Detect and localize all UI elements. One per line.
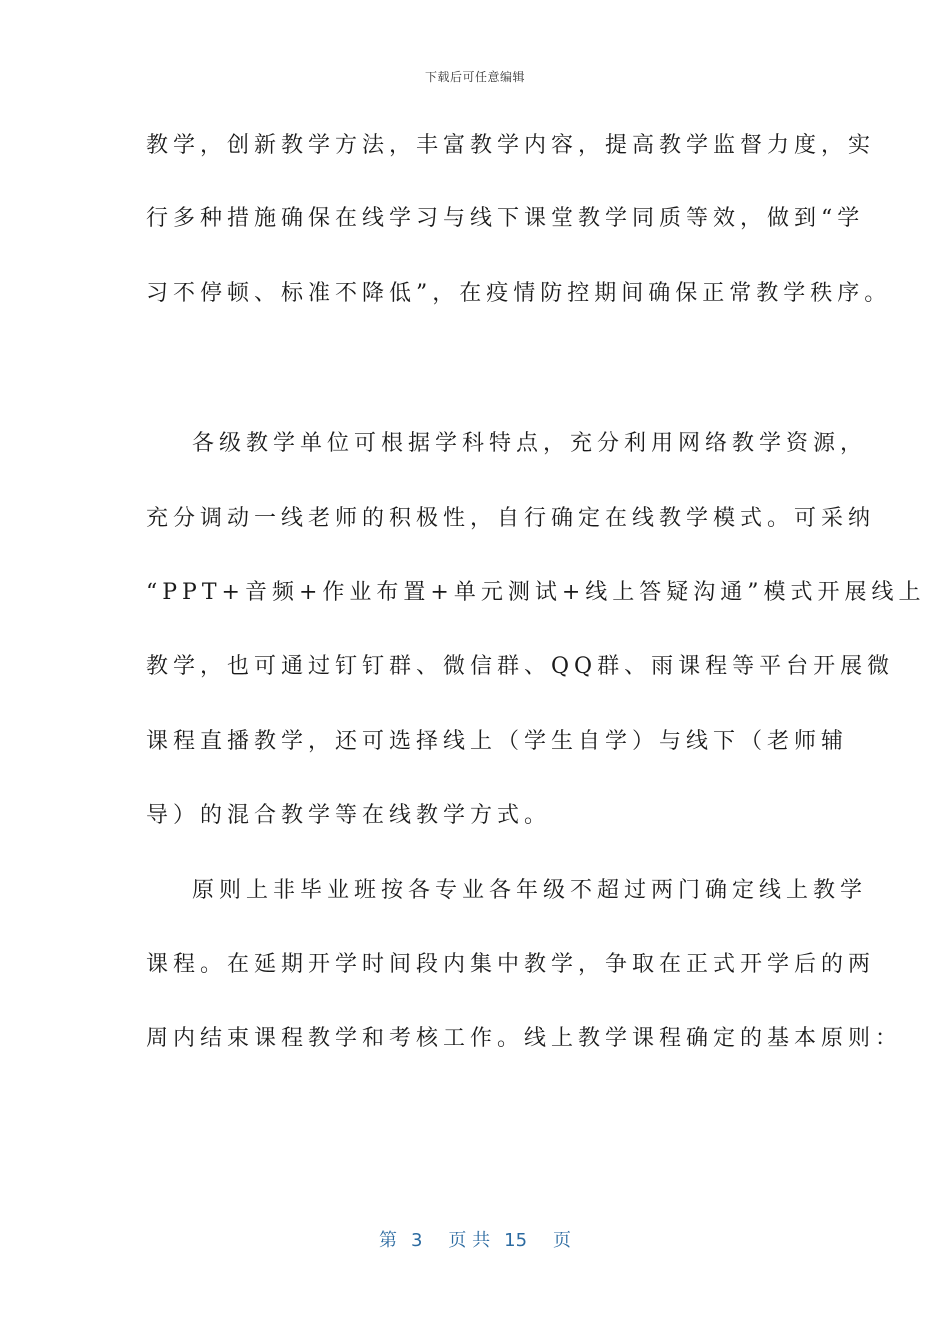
body-line-10: 原则上非毕业班按各专业各年级不超过两门确定线上教学 xyxy=(192,878,868,903)
body-line-8: 课程直播教学，还可选择线上（学生自学）与线下（老师辅 xyxy=(146,729,849,754)
body-line-4: 各级教学单位可根据学科特点，充分利用网络教学资源， xyxy=(192,431,868,456)
footer-middle: 页 共 xyxy=(448,1230,491,1251)
footer-total-pages: 15 xyxy=(504,1230,528,1251)
body-line-2: 行多种措施确保在线学习与线下课堂教学同质等效，做到“学 xyxy=(146,206,865,231)
footer-suffix: 页 xyxy=(553,1230,572,1251)
footer-prefix: 第 xyxy=(378,1230,397,1251)
body-line-12: 周内结束课程教学和考核工作。线上教学课程确定的基本原则： xyxy=(146,1026,903,1051)
footer-current-page: 3 xyxy=(410,1230,423,1251)
header-note: 下载后可任意编辑 xyxy=(424,70,525,84)
page-footer xyxy=(0,1226,950,1252)
body-line-1: 教学，创新教学方法，丰富教学内容，提高教学监督力度，实 xyxy=(146,133,876,158)
body-line-11: 课程。在延期开学时间段内集中教学，争取在正式开学后的两 xyxy=(146,952,876,977)
body-line-6: “PPT+音频+作业布置+单元测试+线上答疑沟通”模式开展线上 xyxy=(146,580,926,605)
body-line-7: 教学，也可通过钉钉群、微信群、QQ群、雨课程等平台开展微 xyxy=(146,654,895,679)
body-line-3: 习不停顿、标准不降低”，在疫情防控期间确保正常教学秩序。 xyxy=(146,281,892,306)
body-line-9: 导）的混合教学等在线教学方式。 xyxy=(146,803,552,828)
body-line-5: 充分调动一线老师的积极性，自行确定在线教学模式。可采纳 xyxy=(146,506,876,531)
